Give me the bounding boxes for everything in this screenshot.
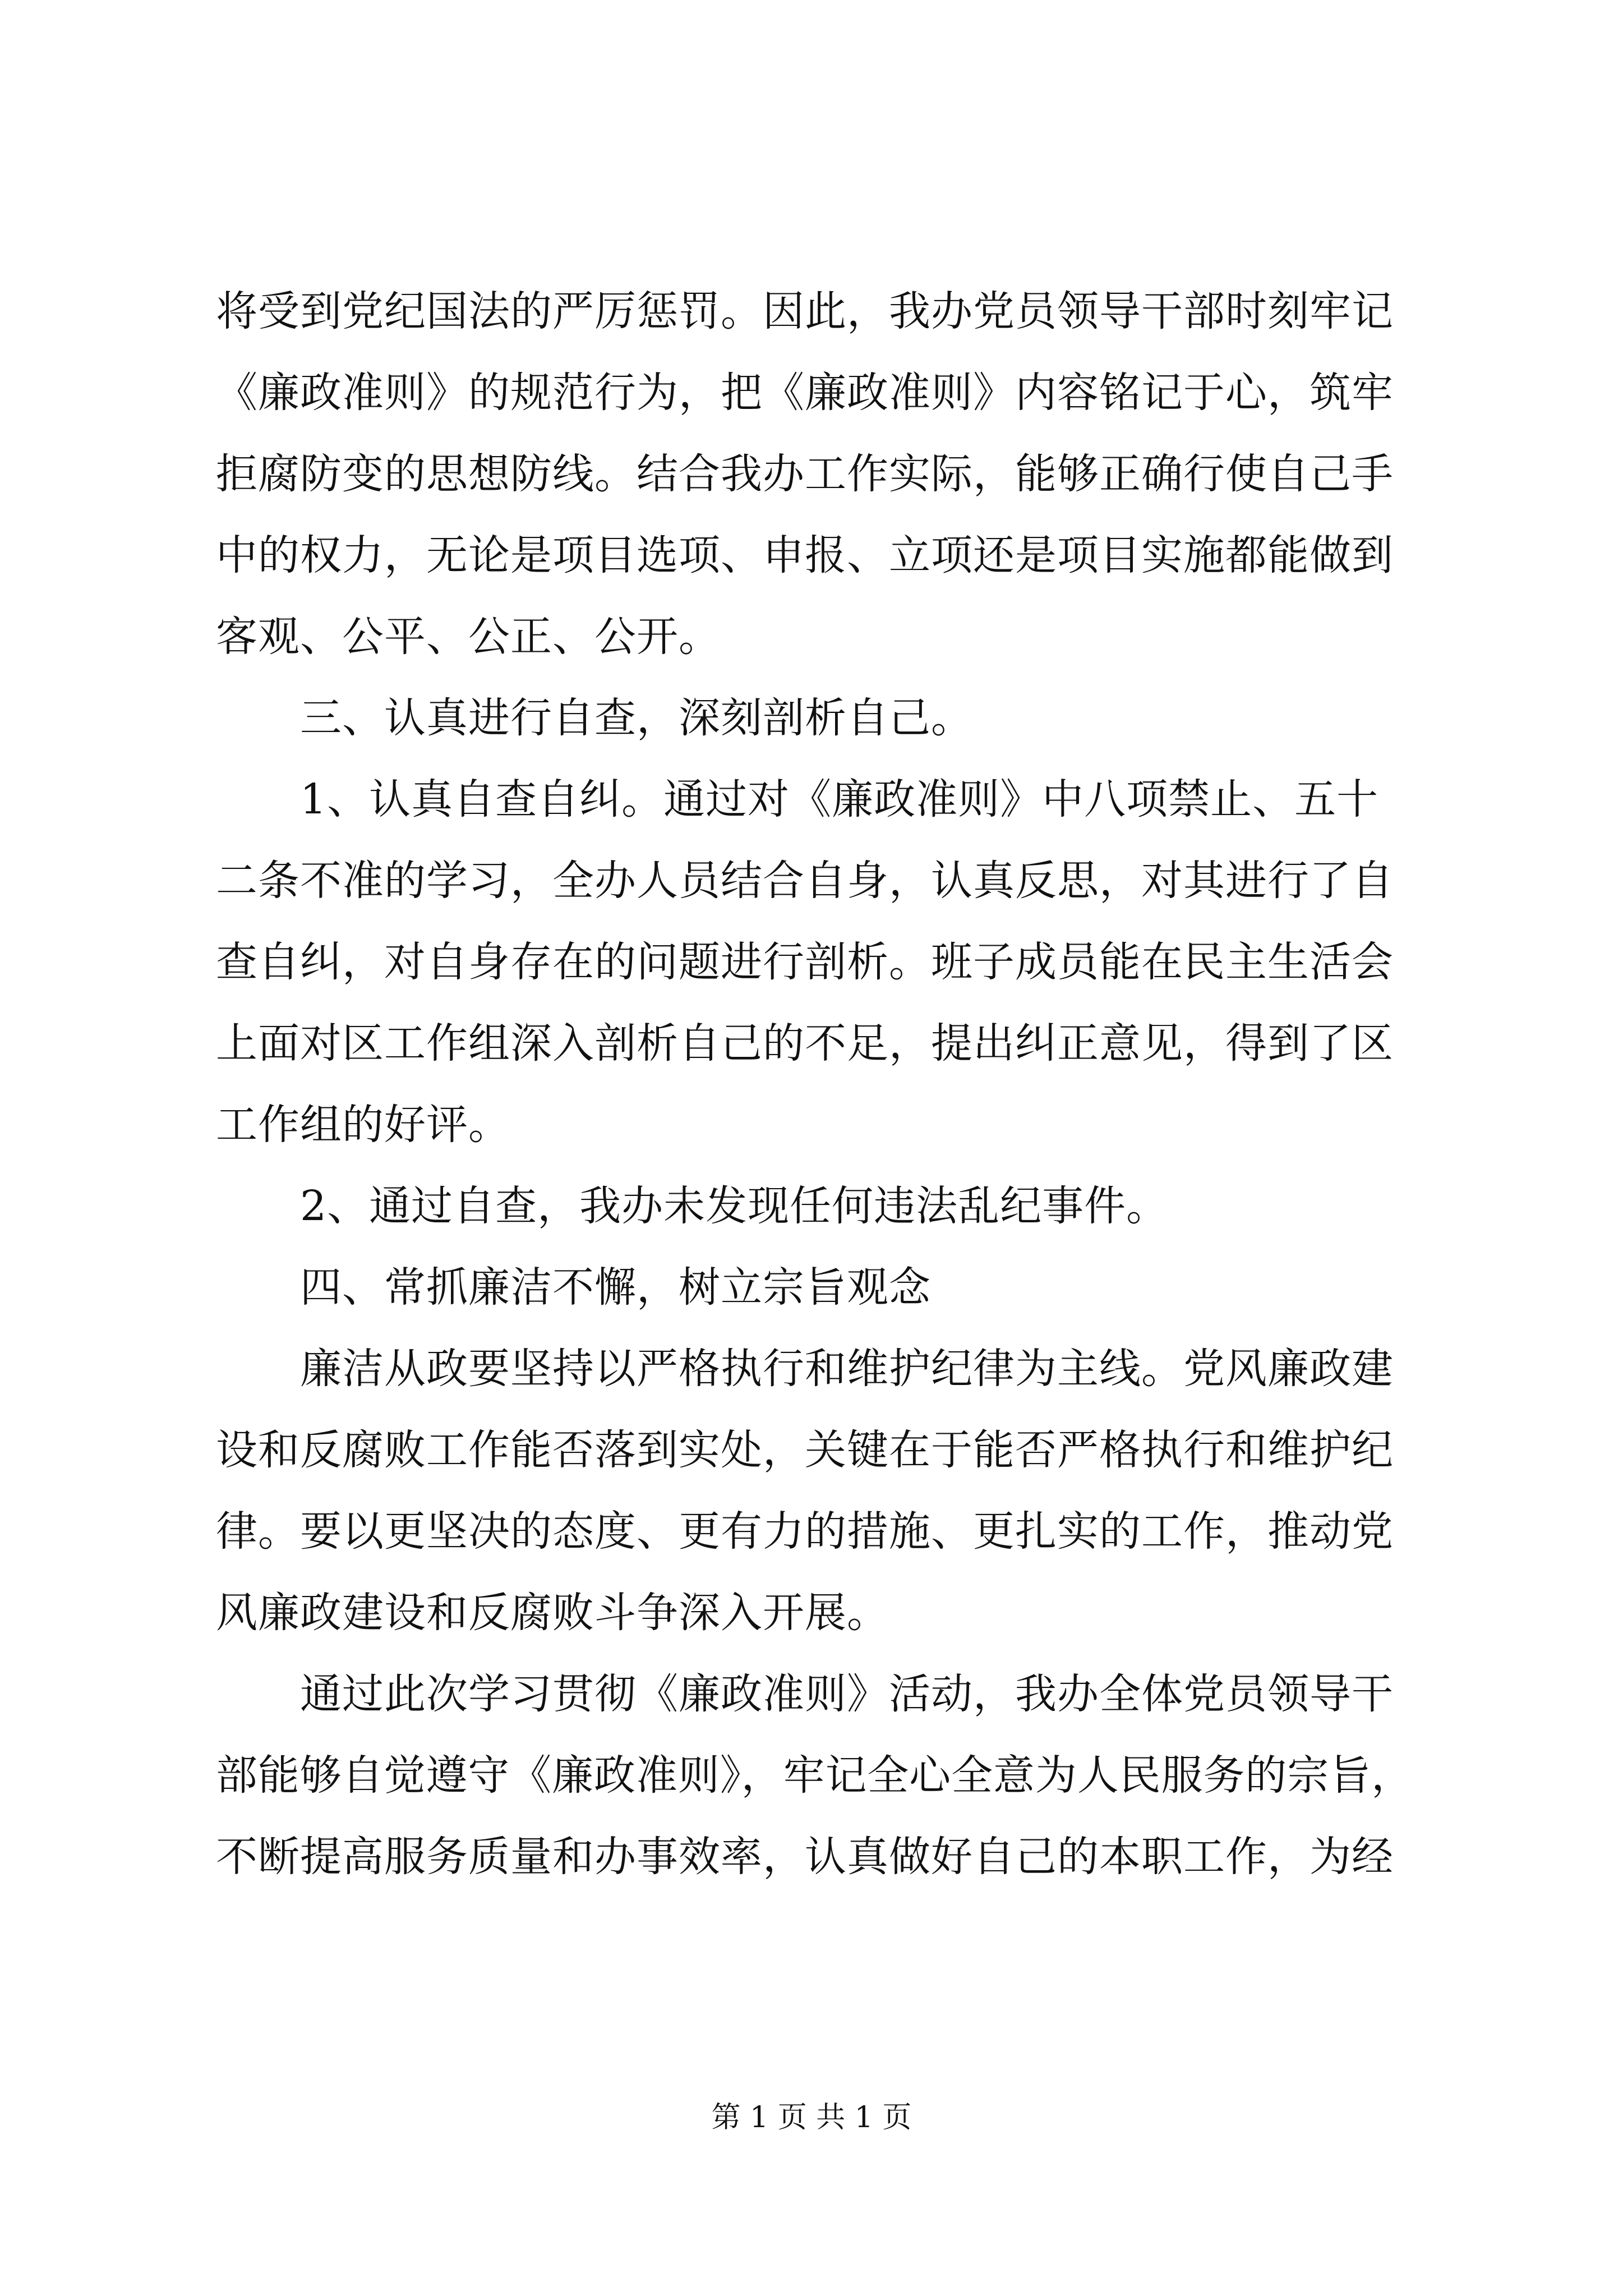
text-line: 中的权力，无论是项目选项、申报、立项还是项目实施都能做到 (216, 531, 1394, 579)
text-line: 1、认真自查自纠。通过对《廉政准则》中八项禁止、五十 (300, 775, 1379, 823)
text-line: 将受到党纪国法的严厉惩罚。因此，我办党员领导干部时刻牢记 (216, 287, 1394, 335)
text-line: 风廉政建设和反腐败斗争深入开展。 (216, 1589, 889, 1637)
text-line: 2、通过自查，我办未发现任何违法乱纪事件。 (300, 1182, 1169, 1230)
text-line: 律。要以更坚决的态度、更有力的措施、更扎实的工作，推动党 (216, 1507, 1394, 1556)
text-line: 通过此次学习贯彻《廉政准则》活动，我办全体党员领导干 (300, 1670, 1394, 1718)
text-line: 廉洁从政要坚持以严格执行和维护纪律为主线。党风廉政建 (300, 1345, 1394, 1393)
text-line: 部能够自觉遵守《廉政准则》，牢记全心全意为人民服务的宗旨， (216, 1751, 1414, 1800)
text-line: 客观、公平、公正、公开。 (216, 613, 721, 661)
section-heading: 四、常抓廉洁不懈，树立宗旨观念 (300, 1263, 931, 1312)
page-footer: 第 1 页 共 1 页 (711, 2101, 912, 2134)
text-line: 拒腐防变的思想防线。结合我办工作实际，能够正确行使自己手 (216, 450, 1394, 498)
text-line: 不断提高服务质量和办事效率，认真做好自己的本职工作，为经 (216, 1833, 1394, 1881)
text-line: 设和反腐败工作能否落到实处，关键在于能否严格执行和维护纪 (216, 1426, 1394, 1474)
text-line: 查自纠，对自身存在的问题进行剖析。班子成员能在民主生活会 (216, 938, 1394, 986)
text-line: 二条不准的学习，全办人员结合自身，认真反思，对其进行了自 (216, 857, 1394, 905)
text-line: 《廉政准则》的规范行为，把《廉政准则》内容铭记于心，筑牢 (216, 369, 1394, 417)
section-heading: 三、认真进行自查，深刻剖析自己。 (300, 694, 973, 742)
text-line: 工作组的好评。 (216, 1101, 510, 1149)
text-line: 上面对区工作组深入剖析自己的不足，提出纠正意见，得到了区 (216, 1019, 1394, 1068)
